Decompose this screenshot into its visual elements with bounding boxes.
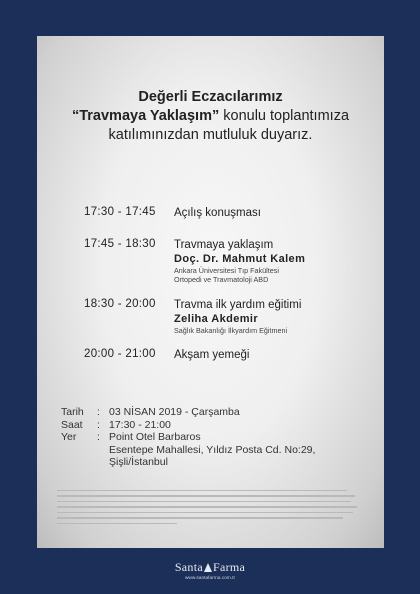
- brand-name-left: Santa: [174, 560, 203, 574]
- brand-footer: [0, 560, 420, 581]
- schedule-time: 17:30 - 17:45: [84, 206, 156, 218]
- brand-logo: [0, 560, 420, 575]
- place-city: Şişli/İstanbul: [109, 456, 168, 468]
- schedule-title: Travma ilk yardım eğitimi: [174, 299, 302, 311]
- schedule-title: Açılış konuşması: [174, 207, 261, 219]
- sail-icon: [204, 563, 212, 572]
- brand-url: www.santafarma.com.tr: [184, 576, 236, 581]
- schedule-time: 17:45 - 18:30: [84, 238, 156, 250]
- invitation-card: Değerli Eczacılarımız “Travmaya Yaklaşım” konulu toplantımıza katılımınızdan mutluluk duyarız. 17:30 - 17:45 Açılış konuşması 17:45 - 18:30 Travmaya yaklaşım Doç. Dr. Mahmut Kalem Ankara Üniversitesi Tıp Fakültesi Ortopedi ve Travmatoloji ABD 18:30 - 20:00 Travma ilk yardım eğitimi Zeliha Akdemir Sağlık Bakanlığı İlkyardım Eğitmeni 20:00 - 21:00 Akşam yemeği Tarih : 03 NİSAN 2019 - Çarşamba Saat : 17:30 - 21:00 Yer : Point Otel Barbaros Esentepe Mahallesi, Yıldız Posta Cd. No:29, Şişli/İstanbul: [37, 36, 384, 548]
- topic-line: [37, 107, 384, 126]
- document-code: [371, 536, 372, 541]
- speaker-affiliation: Sağlık Bakanlığı İlkyardım Eğitmeni: [174, 326, 288, 335]
- time-label: Saat: [61, 418, 83, 431]
- speaker-affiliation: Ortopedi ve Travmatoloji ABD: [174, 275, 269, 284]
- schedule-time: 18:30 - 20:00: [84, 298, 156, 310]
- time-value: 17:30 - 21:00: [109, 418, 171, 431]
- date-label: Tarih: [61, 406, 84, 418]
- legal-fine-print: [57, 490, 357, 528]
- schedule-title: Akşam yemeği: [174, 349, 250, 361]
- welcome-line: katılımınızdan mutluluk duyarız.: [108, 127, 313, 143]
- speaker-name: Doç. Dr. Mahmut Kalem: [174, 253, 306, 265]
- place-address: Esentepe Mahallesi, Yıldız Posta Cd. No:29,: [109, 443, 316, 456]
- schedule-time: 20:00 - 21:00: [84, 348, 156, 360]
- schedule-title: Travmaya yaklaşım: [174, 239, 274, 251]
- greeting: Değerli Eczacılarımız: [138, 89, 283, 105]
- speaker-name: Zeliha Akdemir: [174, 313, 259, 325]
- place-name: Point Otel Barbaros: [109, 431, 201, 443]
- headline: [37, 88, 384, 145]
- date-value: 03 NİSAN 2019 - Çarşamba: [109, 406, 240, 418]
- topic-line-rest: konulu toplantımıza: [219, 108, 350, 124]
- speaker-affiliation: Ankara Üniversitesi Tıp Fakültesi: [174, 266, 279, 275]
- place-label: Yer: [61, 431, 77, 443]
- brand-name-right: Farma: [213, 560, 246, 574]
- topic-title: “Travmaya Yaklaşım”: [71, 108, 220, 124]
